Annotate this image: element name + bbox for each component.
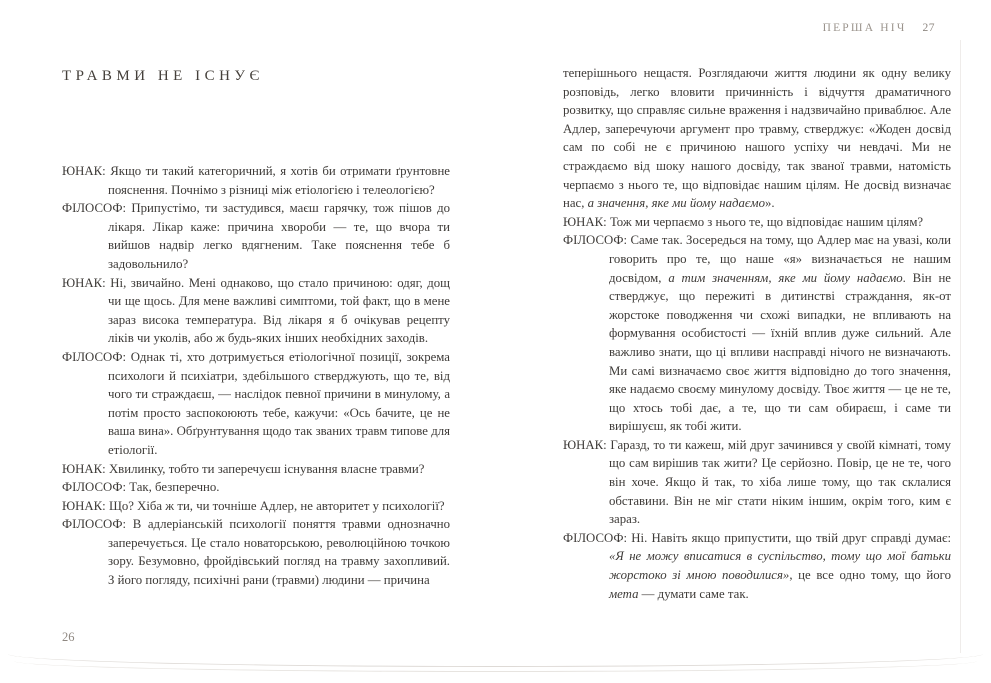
speaker-label: ЮНАК: xyxy=(62,164,111,178)
speaker-label: ЮНАК: xyxy=(62,275,111,290)
dialogue-text: Припустімо, ти застудився, маєш гарячку, тож пішов до лікаря. Лікар каже: причина хвороби — те, що вчора ти вийшов надвір легко вдягненим. Таке пояснення тебе б задовольнило? xyxy=(108,201,450,271)
speaker-label: ФІЛОСОФ: xyxy=(563,233,631,248)
dialogue-paragraph xyxy=(563,213,951,232)
left-page-dialogue xyxy=(62,162,450,590)
dialogue-text: ». xyxy=(765,196,775,211)
speaker-label: ФІЛОСОФ: xyxy=(62,480,130,495)
dialogue-paragraph xyxy=(563,231,951,436)
dialogue-text: Однак ті, хто дотримується етіологічної позиції, зокрема психологи й психіатри, здебільшого стверджують, що те, від чого ти страждаєш, — наслідок певної причини в минулому, а потім просто заспокоюють тебе, кажучи: «Ось бачите, це не ваша вина». Обґрунтування щодо так званих травм типове для етіології. xyxy=(108,349,450,457)
dialogue-paragraph xyxy=(62,199,450,273)
speaker-label: ЮНАК: xyxy=(563,214,610,229)
dialogue-paragraph xyxy=(563,436,951,529)
right-page-dialogue xyxy=(563,64,951,603)
dialogue-paragraph xyxy=(62,460,450,479)
dialogue-paragraph xyxy=(62,497,450,516)
page-edge-right xyxy=(960,40,961,653)
dialogue-text: Ні, звичайно. Мені однаково, що стало причиною: одяг, дощ чи ще щось. Для мене важливі симптоми, той факт, що в мене зараз висока температура. Від лікаря я б очікував рецепту ліків чи уколів, або ж будь-яких інших необхідних заходів. xyxy=(108,275,450,346)
dialogue-paragraph xyxy=(62,478,450,497)
dialogue-text: , це все одно тому, що його xyxy=(789,568,951,583)
emphasized-text: а тим значенням, яке ми йому надаємо xyxy=(668,270,903,285)
dialogue-text: теперішнього нещастя. Розглядаючи життя людини як одну велику розповідь, легко вловити причинність і відчуття драматичного розвитку, що справляє сильне враження і надзвичайно приваблює. Але Адлер, заперечуючи аргумент про травму, стверджує: «Жоден досвід сам по собі не є причиною нашого успіху чи невдачі. Ми не страждаємо від шоку нашого досвіду, так званої травми, натомість черпаємо з нього те, що відповідає нашим цілям. Не досвід визначає нас, xyxy=(563,66,951,211)
left-page-number: 26 xyxy=(62,630,75,644)
emphasized-text: а значення, яке ми йому надаємо xyxy=(587,196,765,211)
dialogue-text: Що? Хіба ж ти, чи точніше Адлер, не авторитет у психології? xyxy=(108,498,445,513)
section-heading: ТРАВМИ НЕ ІСНУЄ xyxy=(62,68,264,84)
speaker-label: ЮНАК: xyxy=(62,498,109,513)
dialogue-text: Гаразд, то ти кажеш, мій друг зачинився у своїй кімнаті, тому що сам вирішив так жити? Це серйозно. Повір, це не те, чого він хоче. Якщо й так, то хіба лише тому, що так склалися обставини. Він не міг стати ніким іншим, окрім того, ким є зараз. xyxy=(609,437,951,527)
speaker-label: ЮНАК: xyxy=(62,461,109,476)
dialogue-paragraph xyxy=(62,515,450,589)
running-header-page-number: 27 xyxy=(922,22,935,34)
right-page xyxy=(563,64,951,603)
emphasized-text: мета xyxy=(609,586,639,601)
dialogue-text: Саме так. Зосередься на тому, що Адлер має на увазі, коли говорить про те, що наше «я» визначається не нашим досвідом, xyxy=(609,233,952,285)
dialogue-text: Тож ми черпаємо з нього те, що відповідає нашим цілям? xyxy=(609,214,924,229)
dialogue-paragraph xyxy=(563,64,951,213)
dialogue-paragraph xyxy=(62,274,450,348)
dialogue-text: Якщо ти такий категоричний, я хотів би отримати ґрунтовне пояснення. Почнімо з різниці між етіологією і телеологією? xyxy=(108,164,450,197)
speaker-label: ФІЛОСОФ: xyxy=(62,349,131,364)
dialogue-text: Ні. Навіть якщо припустити, що твій друг справді думає: xyxy=(631,530,951,545)
dialogue-text: Так, безперечно. xyxy=(129,480,220,495)
left-page xyxy=(62,68,450,590)
dialogue-paragraph xyxy=(62,348,450,460)
dialogue-paragraph xyxy=(563,529,951,603)
dialogue-paragraph xyxy=(62,162,450,199)
speaker-label: ФІЛОСОФ: xyxy=(62,517,133,532)
dialogue-text: В адлеріанській психології поняття травми однозначно заперечується. Це стало новаторською, революційною точкою зору. Безумовно, фройдівський погляд на травму захопливий. З його погляду, психічні рани (травми) людини — причина xyxy=(108,517,451,588)
dialogue-text: Хвилинку, тобто ти заперечуєш існування власне травми? xyxy=(108,461,425,476)
running-header-chapter: ПЕРША НІЧ xyxy=(822,22,907,34)
page-edge-bottom-secondary xyxy=(14,661,977,672)
dialogue-text: — думати саме так. xyxy=(638,586,749,601)
dialogue-text: . Він не стверджує, що пережиті в дитинстві страждання, як-от жорстоке поводження чи схожі випадки, не впливають на формування особистості — їхній вплив дуже сильний. Але важливо знати, що ці впливи насправді нічого не визначають. Ми самі визначаємо своє життя відповідно до того значення, яке надаємо своєму минулому досвіду. Твоє життя — це не те, що хтось тобі дає, а те, що ти сам обираєш, і саме ти вирішуєш, як тобі жити. xyxy=(609,270,951,434)
emphasized-text: «Я не можу вписатися в суспільство, тому що мої батьки жорстоко зі мною поводилися» xyxy=(609,549,951,583)
running-header xyxy=(823,22,935,34)
speaker-label: ФІЛОСОФ: xyxy=(563,530,632,545)
speaker-label: ЮНАК: xyxy=(563,437,611,452)
speaker-label: ФІЛОСОФ: xyxy=(62,201,132,216)
